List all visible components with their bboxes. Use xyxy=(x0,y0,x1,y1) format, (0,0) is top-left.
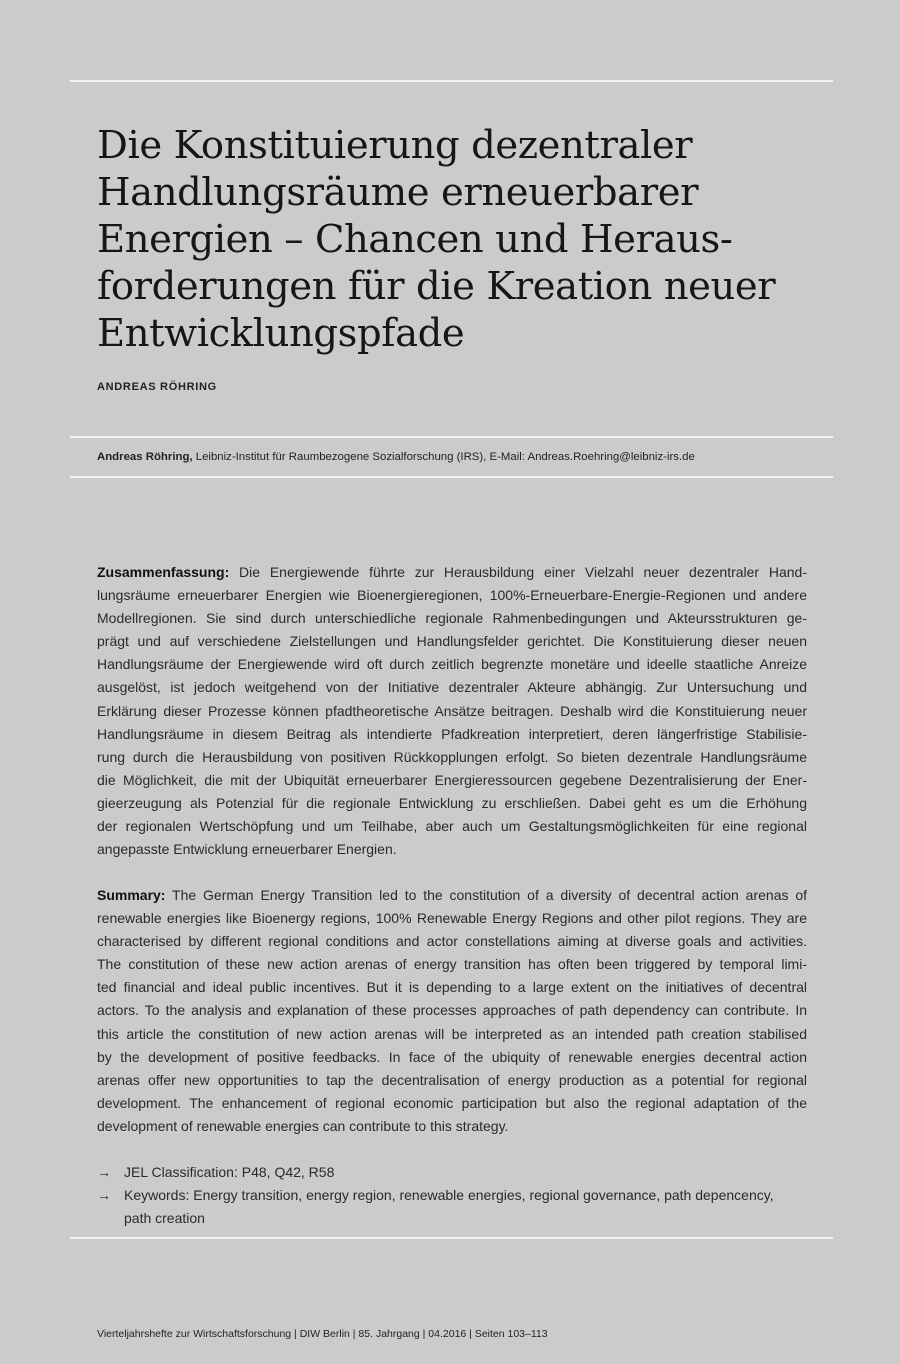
abstract-line: lungsräume erneuerbarer Energien wie Bioenergieregionen, 100%-Erneuerbare-Energie-Regionen und andere xyxy=(97,587,807,604)
arrow-right-icon: → xyxy=(97,1187,111,1204)
summary-line: by the development of positive feedbacks. In face of the ubiquity of renewable energies decentral action xyxy=(97,1048,807,1065)
title-line: Die Konstituierung dezentraler xyxy=(97,123,693,168)
top-rule xyxy=(70,80,833,82)
affiliation-top-rule xyxy=(70,436,833,438)
abstract-line: Handlungsräume in diesem Beitrag als intendierte Pfadkreation interpretiert, deren längerfristige Stabilisie- xyxy=(97,725,807,742)
title-line: Energien – Chancen und Heraus- xyxy=(97,217,733,262)
abstract-line: Handlungsräume der Energiewende wird oft durch zeitlich begrenzte monetäre und ideelle staatliche Anreize xyxy=(97,656,807,673)
abstract-line: der regionalen Wertschöpfung und um Teilhabe, aber auch um Gestaltungsmöglichkeiten für eine regional xyxy=(97,818,807,835)
title-line: Handlungsräume erneuerbarer xyxy=(97,170,699,215)
journal-footer: Vierteljahrshefte zur Wirtschaftsforschung | DIW Berlin | 85. Jahrgang | 04.2016 | Seiten 103–113 xyxy=(97,1328,548,1340)
summary-line: characterised by different regional conditions and actor constellations aiming at diverse goals and activities. xyxy=(97,933,807,950)
keywords-line: Keywords: Energy transition, energy region, renewable energies, regional governance, path depencency, xyxy=(124,1187,774,1204)
summary-line: Summary: The German Energy Transition led to the constitution of a diversity of decentral action arenas of xyxy=(97,887,807,903)
zusammenfassung-label: Zusammenfassung: xyxy=(97,564,230,580)
title-line: forderungen für die Kreation neuer xyxy=(97,264,776,309)
summary-line: ted financial and ideal public incentives. But it is depending to a large extent on the initiatives of decentral xyxy=(97,979,807,996)
keywords-bottom-rule xyxy=(70,1237,833,1239)
summary-line: development. The enhancement of regional economic participation but also the regional adaptation of the xyxy=(97,1094,807,1111)
abstract-line: Zusammenfassung: Die Energiewende führte zur Herausbildung einer Vielzahl neuer dezentraler Hand- xyxy=(97,564,807,580)
abstract-line: die Möglichkeit, die mit der Ubiquität erneuerbarer Energieressourcen gegebene Dezentralisierung der Ener- xyxy=(97,771,807,788)
summary-label: Summary: xyxy=(97,887,166,903)
affiliation-author: Andreas Röhring, xyxy=(97,451,193,463)
jel-item xyxy=(97,1161,817,1184)
affiliation-bottom-rule xyxy=(70,476,833,478)
abstract-line: gieerzeugung als Potenzial für die regionale Entwicklung zu erschließen. Dabei geht es um die Erhöhung xyxy=(97,794,807,811)
abstract-line: prägt und auf verschiedene Zielstellungen und Handlungsfelder gerichtet. Die Konstituierung dieser neuen xyxy=(97,633,807,650)
abstract-line: rung durch die Herausbildung von positiven Rückkopplungen erfolgt. So bieten dezentrale Handlungsräume xyxy=(97,748,807,765)
author-name: ANDREAS RÖHRING xyxy=(97,381,217,393)
jel-classification: JEL Classification: P48, Q42, R58 xyxy=(124,1164,335,1180)
summary-line: actors. To the analysis and explanation of these processes approaches of path dependency can contribute. In xyxy=(97,1002,807,1019)
article-title xyxy=(97,122,817,357)
abstract-line: ausgelöst, ist jedoch weitgehend von der Initiative dezentraler Akteure abhängig. Zur Untersuchung und xyxy=(97,679,807,696)
zusammenfassung-block xyxy=(97,561,807,861)
summary-line: this article the constitution of new action arenas will be interpreted as an intended path creation stabilised xyxy=(97,1025,807,1042)
abstract-line: Modellregionen. Sie sind durch unterschiedliche regionale Rahmenbedingungen und Akteursstrukturen ge- xyxy=(97,610,807,627)
title-line: Entwicklungspfade xyxy=(97,311,465,356)
summary-line: The constitution of these new action arenas of energy transition has often been triggered by temporal limi- xyxy=(97,956,807,973)
keywords-line: path creation xyxy=(124,1210,205,1227)
affiliation-text: Leibniz-Institut für Raumbezogene Sozialforschung (IRS), E-Mail: Andreas.Roehring@leibniz-irs.de xyxy=(192,451,695,463)
summary-line: renewable energies like Bioenergy regions, 100% Renewable Energy Regions and other pilot regions. They are xyxy=(97,910,807,927)
summary-block xyxy=(97,884,807,1138)
abstract-line: angepasste Entwicklung erneuerbarer Energien. xyxy=(97,841,397,858)
classification-list xyxy=(97,1161,817,1230)
summary-line: arenas offer new opportunities to tap the decentralisation of energy production as a potential for regional xyxy=(97,1071,807,1088)
summary-line: development of renewable energies can contribute to this strategy. xyxy=(97,1117,509,1134)
author-affiliation xyxy=(97,451,695,463)
arrow-right-icon: → xyxy=(97,1164,111,1180)
abstract-line: Erklärung dieser Prozesse können pfadtheoretische Ansätze beitragen. Deshalb wird die Konstituierung neuer xyxy=(97,702,807,719)
keywords-item xyxy=(97,1184,817,1230)
